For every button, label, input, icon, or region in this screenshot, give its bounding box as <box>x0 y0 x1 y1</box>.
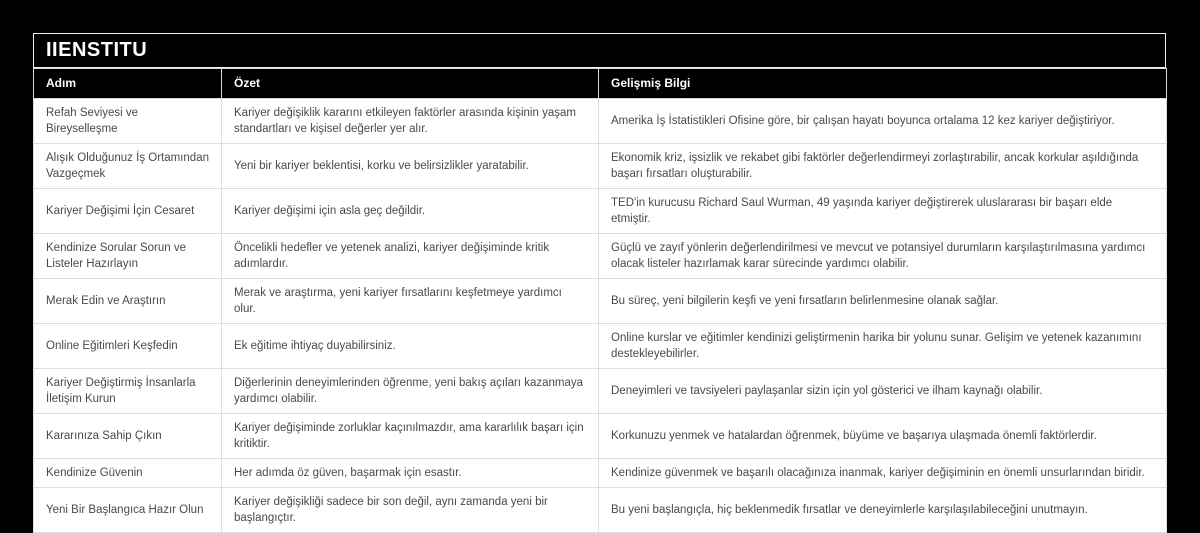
cell-ozet: Kariyer değişiminde zorluklar kaçınılmazdır, ama kararlılık başarı için kritiktir. <box>222 414 599 459</box>
cell-ozet: Öncelikli hedefler ve yetenek analizi, kariyer değişiminde kritik adımlardır. <box>222 234 599 279</box>
table-row <box>34 189 1167 234</box>
cell-ozet: Ek eğitime ihtiyaç duyabilirsiniz. <box>222 324 599 369</box>
cell-gelismis-bilgi: Kendinize güvenmek ve başarılı olacağınıza inanmak, kariyer değişiminin en önemli unsurlarından biridir. <box>599 459 1167 488</box>
cell-gelismis-bilgi: TED'in kurucusu Richard Saul Wurman, 49 yaşında kariyer değiştirerek uluslararası bir başarı elde etmiştir. <box>599 189 1167 234</box>
table-header-row <box>34 69 1167 99</box>
brand-titlebar <box>33 33 1166 68</box>
cell-ozet: Kariyer değişiklik kararını etkileyen faktörler arasında kişinin yaşam standartları ve kişisel değerler yer alır. <box>222 99 599 144</box>
cell-ozet: Kariyer değişimi için asla geç değildir. <box>222 189 599 234</box>
cell-gelismis-bilgi: Online kurslar ve eğitimler kendinizi geliştirmenin harika bir yolunu sunar. Gelişim ve yetenek kazanımını destekleyebilirler. <box>599 324 1167 369</box>
cell-adim: Kararınıza Sahip Çıkın <box>34 414 222 459</box>
table-row <box>34 488 1167 533</box>
cell-adim: Refah Seviyesi ve Bireyselleşme <box>34 99 222 144</box>
cell-gelismis-bilgi: Deneyimleri ve tavsiyeleri paylaşanlar sizin için yol gösterici ve ilham kaynağı olabilir. <box>599 369 1167 414</box>
career-steps-table <box>33 68 1167 533</box>
cell-gelismis-bilgi: Bu süreç, yeni bilgilerin keşfi ve yeni fırsatların belirlenmesine olanak sağlar. <box>599 279 1167 324</box>
table-row <box>34 99 1167 144</box>
table-row <box>34 324 1167 369</box>
brand-title: IIENSTITU <box>46 39 148 61</box>
table-row <box>34 279 1167 324</box>
cell-ozet: Yeni bir kariyer beklentisi, korku ve belirsizlikler yaratabilir. <box>222 144 599 189</box>
cell-gelismis-bilgi: Amerika İş İstatistikleri Ofisine göre, bir çalışan hayatı boyunca ortalama 12 kez kariyer değiştiriyor. <box>599 99 1167 144</box>
cell-gelismis-bilgi: Güçlü ve zayıf yönlerin değerlendirilmesi ve mevcut ve potansiyel durumların karşılaştırılmasına yardımcı olacak listeler hazırlamak karar sürecinde yardımcı olabilir. <box>599 234 1167 279</box>
cell-ozet: Her adımda öz güven, başarmak için esastır. <box>222 459 599 488</box>
table-row <box>34 459 1167 488</box>
cell-adim: Yeni Bir Başlangıca Hazır Olun <box>34 488 222 533</box>
content-panel <box>33 33 1166 533</box>
column-header-gelismis-bilgi: Gelişmiş Bilgi <box>599 69 1167 99</box>
cell-adim: Kendinize Sorular Sorun ve Listeler Hazırlayın <box>34 234 222 279</box>
table-row <box>34 414 1167 459</box>
cell-adim: Kariyer Değişimi İçin Cesaret <box>34 189 222 234</box>
cell-gelismis-bilgi: Ekonomik kriz, işsizlik ve rekabet gibi faktörler değerlendirmeyi zorlaştırabilir, ancak korkular aşıldığında başarı fırsatları oluşturabilir. <box>599 144 1167 189</box>
column-header-ozet: Özet <box>222 69 599 99</box>
cell-ozet: Kariyer değişikliği sadece bir son değil, aynı zamanda yeni bir başlangıçtır. <box>222 488 599 533</box>
column-header-adim: Adım <box>34 69 222 99</box>
cell-ozet: Diğerlerinin deneyimlerinden öğrenme, yeni bakış açıları kazanmaya yardımcı olabilir. <box>222 369 599 414</box>
cell-adim: Merak Edin ve Araştırın <box>34 279 222 324</box>
table-row <box>34 369 1167 414</box>
cell-adim: Alışık Olduğunuz İş Ortamından Vazgeçmek <box>34 144 222 189</box>
cell-gelismis-bilgi: Bu yeni başlangıçla, hiç beklenmedik fırsatlar ve deneyimlerle karşılaşılabileceğini unutmayın. <box>599 488 1167 533</box>
cell-adim: Kariyer Değiştirmiş İnsanlarla İletişim Kurun <box>34 369 222 414</box>
table-row <box>34 144 1167 189</box>
cell-adim: Online Eğitimleri Keşfedin <box>34 324 222 369</box>
cell-gelismis-bilgi: Korkunuzu yenmek ve hatalardan öğrenmek, büyüme ve başarıya ulaşmada önemli faktörlerdir. <box>599 414 1167 459</box>
cell-adim: Kendinize Güvenin <box>34 459 222 488</box>
cell-ozet: Merak ve araştırma, yeni kariyer fırsatlarını keşfetmeye yardımcı olur. <box>222 279 599 324</box>
table-row <box>34 234 1167 279</box>
